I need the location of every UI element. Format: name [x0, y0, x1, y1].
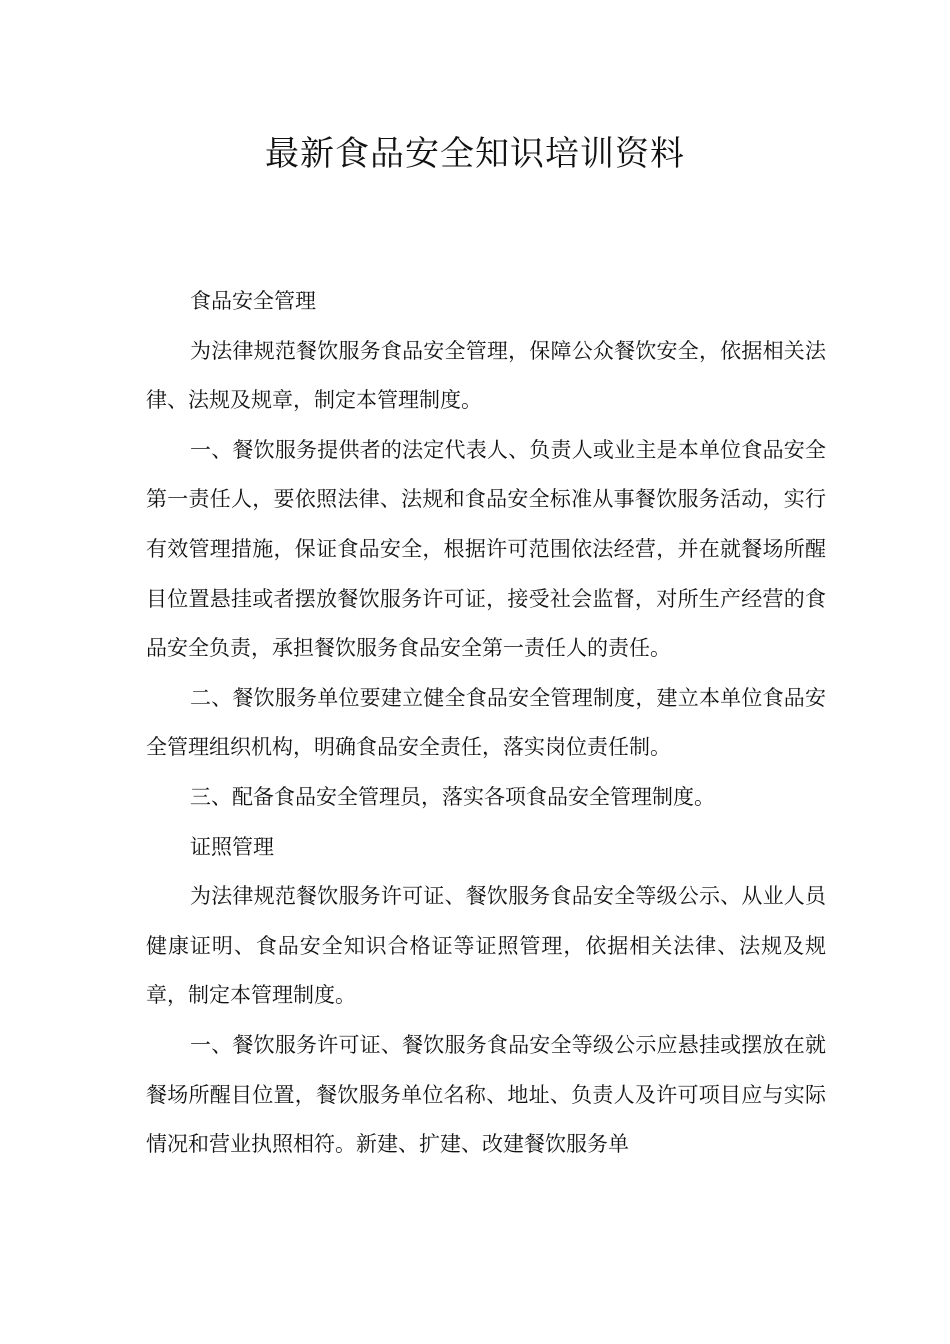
paragraph: 为法律规范餐饮服务食品安全管理，保障公众餐饮安全，依据相关法律、法规及规章，制定本管理制度。: [146, 338, 826, 413]
section-heading-food-safety: 食品安全管理: [190, 289, 316, 313]
document-body: [146, 277, 826, 1170]
document-title: 最新食品安全知识培训资料: [265, 134, 685, 174]
paragraph: 一、餐饮服务许可证、餐饮服务食品安全等级公示应悬挂或摆放在就餐场所醒目位置，餐饮服务单位名称、地址、负责人及许可项目应与实际情况和营业执照相符。新建、扩建、改建餐饮服务单: [146, 1032, 826, 1157]
paragraph: 二、餐饮服务单位要建立健全食品安全管理制度，建立本单位食品安全管理组织机构，明确食品安全责任，落实岗位责任制。: [146, 685, 826, 760]
paragraph: 为法律规范餐饮服务许可证、餐饮服务食品安全等级公示、从业人员健康证明、食品安全知识合格证等证照管理，依据相关法律、法规及规章，制定本管理制度。: [146, 884, 826, 1008]
section-heading-license: 证照管理: [190, 834, 274, 859]
paragraph: 三、配备食品安全管理员，落实各项食品安全管理制度。: [190, 784, 715, 809]
paragraph: 一、餐饮服务提供者的法定代表人、负责人或业主是本单位食品安全第一责任人，要依照法律、法规和食品安全标准从事餐饮服务活动，实行有效管理措施，保证食品安全，根据许可范围依法经营，并在就餐场所醒目位置悬挂或者摆放餐饮服务许可证，接受社会监督，对所生产经营的食品安全负责，承担餐饮服务食品安全第一责任人的责任。: [146, 437, 826, 661]
